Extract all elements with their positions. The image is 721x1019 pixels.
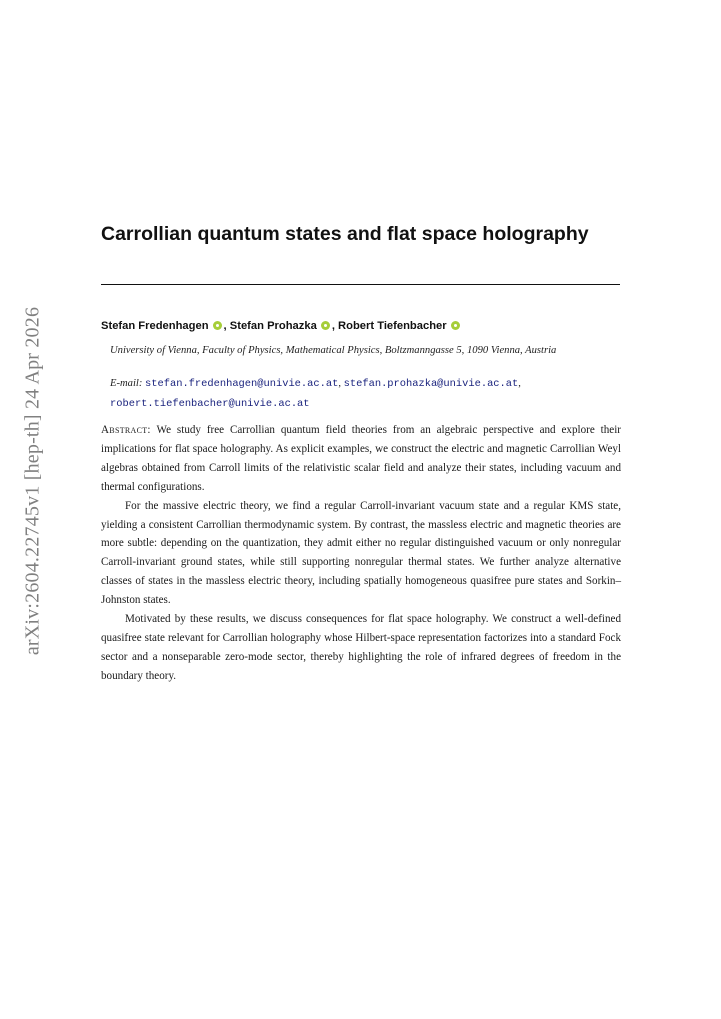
abstract [101,421,621,686]
author-name: Robert Tiefenbacher [338,320,447,332]
author-list [101,320,462,332]
email-link[interactable]: robert.tiefenbacher@univie.ac.at [110,398,310,410]
arxiv-side-identifier: arXiv:2604.22745v1 [hep-th] 24 Apr 2026 [21,306,44,656]
email-block [110,374,622,414]
title-rule [101,284,620,285]
affiliation: University of Vienna, Faculty of Physics, Mathematical Physics, Boltzmanngasse 5, 1090 Vienna, Austria [110,345,557,356]
author-separator: , [331,320,335,332]
abstract-paragraph: For the massive electric theory, we find a regular Carroll-invariant vacuum state and a regular KMS state, yielding a consistent Carrollian thermodynamic system. By contrast, the massless electric and magnetic theories are more subtle: depending on the quantization, they admit either no regular distinguished vacuum or only nonregular Carroll-invariant ground states, while still supporting nonregular thermal states. We further analyze alternative classes of states in the massless electric theory, including spatially homogeneous quasifree pure states and Sorkin–Johnston states. [101,499,621,607]
abstract-label: Abstract: [101,424,151,436]
author-name: Stefan Fredenhagen [101,320,209,332]
abstract-paragraph: Motivated by these results, we discuss consequences for flat space holography. We construct a well-defined quasifree state relevant for Carrollian holography whose Hilbert-space representation factorizes into a standard Fock sector and a nonseparable zero-mode sector, thereby highlighting the role of infrared degrees of freedom in the boundary theory. [101,613,621,682]
paper-title: Carrollian quantum states and flat space holography [101,223,589,245]
email-separator: , [518,378,521,389]
abstract-paragraph [101,421,621,497]
orcid-icon[interactable] [451,321,460,330]
author-separator: , [223,320,227,332]
email-label: E-mail: [110,378,143,389]
email-link[interactable]: stefan.prohazka@univie.ac.at [343,378,519,390]
author-name: Stefan Prohazka [229,320,317,332]
orcid-icon[interactable] [321,321,330,330]
abstract-text: We study free Carrollian quantum field theories from an algebraic perspective and explore their implications for flat space holography. As explicit examples, we construct the electric and magnetic Carrollian Weyl algebras obtained from Carroll limits of the relativistic scalar field and analyze their states, including vacuum and thermal configurations. [101,424,621,493]
orcid-icon[interactable] [213,321,222,330]
email-link[interactable]: stefan.fredenhagen@univie.ac.at [145,378,339,390]
email-separator: , [338,378,341,389]
